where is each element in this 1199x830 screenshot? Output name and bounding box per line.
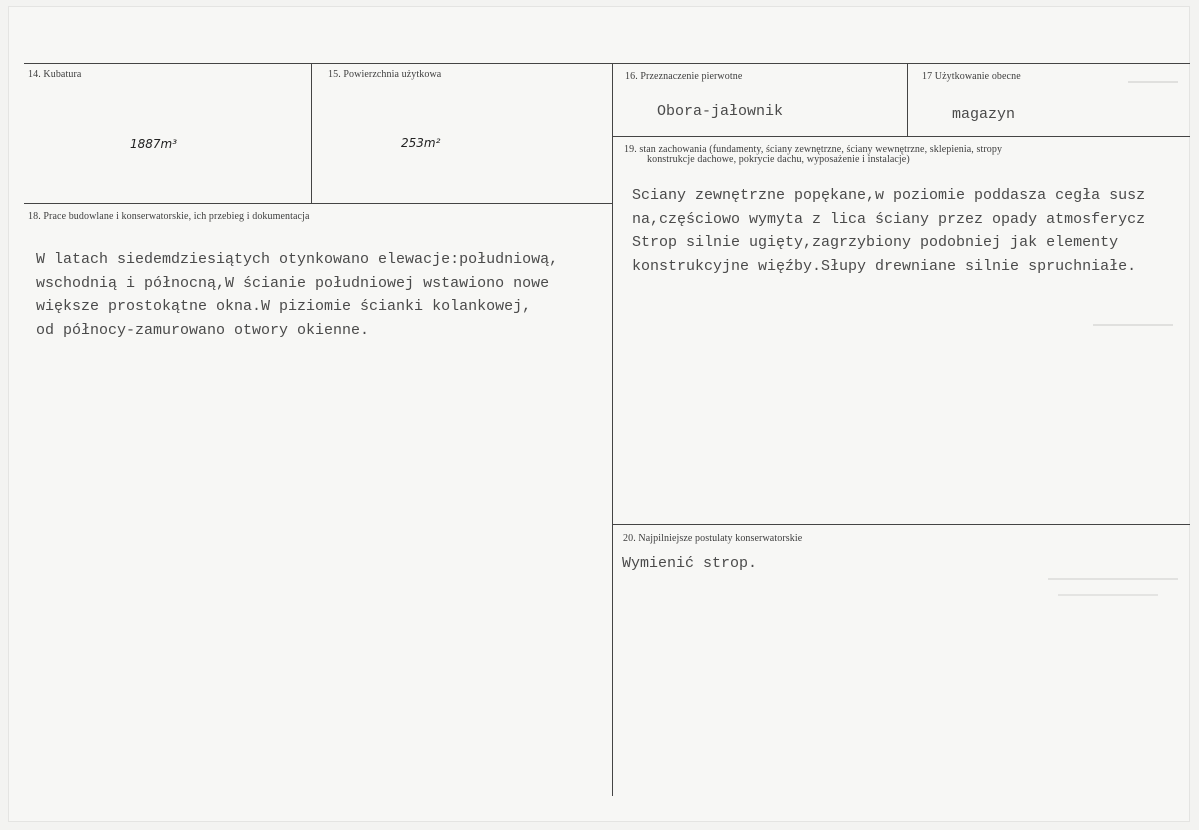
field-16-value: Obora-jałownik <box>657 103 784 120</box>
field-20-label: 20. Najpilniejsze postulaty konserwatorskie <box>623 533 803 544</box>
field-15-label: 15. Powierzchnia użytkowa <box>328 69 442 80</box>
field-15-value: 253m² <box>401 136 441 150</box>
top-rule-right <box>612 63 1190 64</box>
divider-14-15 <box>311 63 312 203</box>
record-card <box>8 6 1190 822</box>
bleed-through-mark <box>1048 578 1178 580</box>
rule-under-16-17 <box>612 136 1190 137</box>
field-18-label: 18. Prace budowlane i konserwatorskie, ich przebieg i dokumentacja <box>28 211 310 222</box>
field-18-text-line-3: większe prostokątne okna.W piziomie ścianki kolankowej, <box>36 298 532 315</box>
field-19-text-line-2: na,częściowo wymyta z lica ściany przez opady atmosferycz <box>632 210 1146 228</box>
field-18-text-line-2: wschodnią i północną,W ścianie południowej wstawiono nowe <box>36 274 550 292</box>
divider-16-17 <box>907 63 908 136</box>
field-19-text-line-1: Sciany zewnętrzne popękane,w poziomie poddasza cegła susz <box>632 187 1146 204</box>
field-18-text-line-4: od północy-zamurowano otwory okienne. <box>36 321 370 339</box>
rule-above-20 <box>612 524 1190 525</box>
field-14-label: 14. Kubatura <box>28 69 82 80</box>
field-16-label: 16. Przeznaczenie pierwotne <box>625 71 743 82</box>
field-19-text-line-3: Strop silnie ugięty,zagrzybiony podobniej jak elementy <box>632 234 1119 251</box>
bleed-through-mark <box>1093 324 1173 326</box>
field-19-label-line-1: 19. stan zachowania (fundamenty, ściany zewnętrzne, ściany wewnętrzne, sklepienia, stropy <box>624 144 1003 155</box>
field-19-label-line-2: konstrukcje dachowe, pokrycie dachu, wyposażenie i instalacje) <box>647 154 910 165</box>
field-19-text-line-4: konstrukcyjne więźby.Słupy drewniane silnie spruchniałe. <box>632 257 1137 275</box>
rule-under-14-15 <box>24 203 612 204</box>
field-17-value: magazyn <box>952 106 1016 123</box>
field-14-value: 1887m³ <box>130 137 178 151</box>
center-divider <box>612 63 613 796</box>
bleed-through-mark <box>1128 81 1178 83</box>
field-18-text-line-1: W latach siedemdziesiątych otynkowano elewacje:południową, <box>36 251 559 268</box>
field-20-value: Wymienić strop. <box>622 555 758 572</box>
bleed-through-mark <box>1058 594 1158 596</box>
field-17-label: 17 Użytkowanie obecne <box>922 71 1021 82</box>
field-19-text <box>632 184 1190 294</box>
top-rule-left <box>24 63 612 64</box>
